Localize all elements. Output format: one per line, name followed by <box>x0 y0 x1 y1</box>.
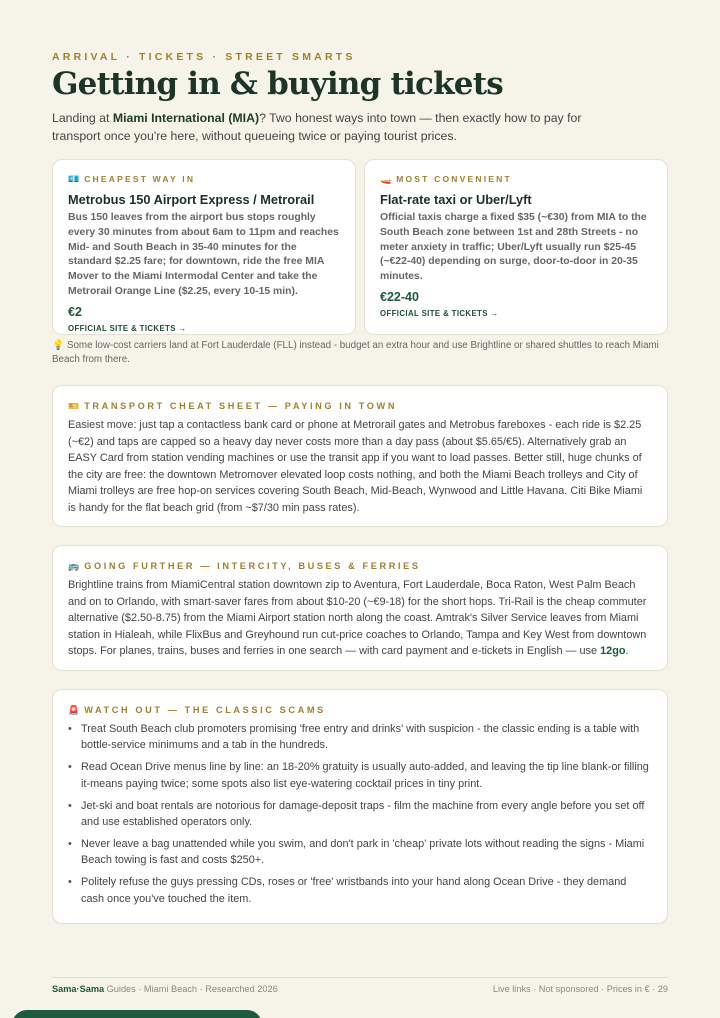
list-item: • Never leave a bag unattended while you swim, and don't park in 'cheap' private lots without reading the signs - Miami Beach towing is fast and costs $250+. <box>68 836 652 869</box>
footer-right: Live links · Not sponsored · Prices in € · 29 <box>492 984 668 994</box>
box-body: Brightline trains from MiamiCentral station downtown zip to Aventura, Fort Lauderdale, Boca Raton, West Palm Beach and on to Orlando, with smart-saver fares from about $10-20 (~€9-18) for the short hops. Tri-Rail is the cheap commuter alternative ($2.50-8.75) from the Miami Airport station north along the coast. Amtrak's Silver Service leaves from Miami station in Hialeah, while FlixBus and Greyhound run cut-price coaches to Orlando, Tampa and Key West from downtown stops. For planes, trains, buses and ferries in one search — with card payment and e-tickets in English — use 12go. <box>68 579 647 658</box>
section-kicker: ARRIVAL · TICKETS · STREET SMARTS <box>52 51 356 63</box>
card-heading: Flat-rate taxi or Uber/Lyft <box>380 192 532 207</box>
card-body: Bus 150 leaves from the airport bus stops roughly every 30 minutes from about 6am to 11pm and reaches Mid- and South Beach in 35-40 minutes for the standard $2.25 fare; for downtown, ride the free MIA Mover to the Miami Intermodal Center and take the Metrorail Orange Line ($2.25, every 10-15 min). <box>68 212 339 297</box>
scams-list <box>68 721 652 907</box>
box-body: Easiest move: just tap a contactless bank card or phone at Metrorail gates and Metrobus fareboxes - each ride is $2.25 (~€2) and taps are capped so a heavy day never costs more than a day pass (about $5.65/€5). Alternatively grab an EASY Card from station vending machines or use the transit app if you want to load passes. Better still, huge chunks of the city are free: the downtown Metromover elevated loop costs nothing, and both the Miami Beach trolleys and City of Miami trolleys are free hop-on services covering South Beach, Mid-Beach, Wynwood and Little Havana. Citi Bike Miami is handy for the flat beach grid (from ~$7/30 min pass rates). <box>68 419 643 514</box>
siren-icon: 🚨 <box>68 704 80 715</box>
card-tag: 💶 CHEAPEST WAY IN <box>68 173 196 184</box>
list-item: • Read Ocean Drive menus line by line: an 18-20% gratuity is usually auto-added, and leaving the tip line blank-or filling it-means paying twice; some spots also list eye-watering cocktail prices in tiny print. <box>68 759 652 792</box>
scams-box <box>52 689 668 924</box>
card-price: €22-40 <box>380 289 419 304</box>
box-tag: 🚌 GOING FURTHER — INTERCITY, BUSES & FERRIES <box>68 560 421 571</box>
list-item: • Politely refuse the guys pressing CDs, roses or 'free' wristbands into your hand along Ocean Drive - they demand cash once you've touched the item. <box>68 874 652 907</box>
bus-icon: 🚌 <box>68 560 80 571</box>
box-tag: 🚨 WATCH OUT — THE CLASSIC SCAMS <box>68 704 326 715</box>
official-site-link[interactable]: OFFICIAL SITE & TICKETS → <box>380 308 499 318</box>
tip-note: 💡 Some low-cost carriers land at Fort Lauderdale (FLL) instead - budget an extra hour and use Brightline or shared shuttles to reach Miami Beach from there. <box>52 340 659 365</box>
official-site-link[interactable]: OFFICIAL SITE & TICKETS → <box>68 323 187 333</box>
ticket-icon: 🎫 <box>68 400 80 411</box>
euro-banknote-icon: 💶 <box>68 173 80 184</box>
going-further-box <box>52 545 668 671</box>
card-tag: 🚤 MOST CONVENIENT <box>380 173 512 184</box>
cheapest-option-card <box>52 159 356 335</box>
card-price: €2 <box>68 304 82 319</box>
convenient-option-card <box>364 159 668 335</box>
airport-name: Miami International (MIA) <box>112 111 260 125</box>
page-title: Getting in & buying tickets <box>52 66 503 102</box>
box-tag: 🎫 TRANSPORT CHEAT SHEET — PAYING IN TOWN <box>68 400 398 411</box>
list-item: • Jet-ski and boat rentals are notorious for damage-deposit traps - film the machine from every angle before you set off and use established operators only. <box>68 798 652 831</box>
boat-icon: 🚤 <box>380 173 392 184</box>
brand-name: Sama·Sama <box>52 984 105 994</box>
list-item: • Treat South Beach club promoters promising 'free entry and drinks' with suspicion - the classic ending is a table with bottle-service minimums and a tab in the hundreds. <box>68 721 652 754</box>
floating-action-bar[interactable] <box>12 1010 262 1018</box>
card-heading: Metrobus 150 Airport Express / Metrorail <box>68 192 315 207</box>
page-footer <box>52 977 668 994</box>
intro-paragraph: Landing at Miami International (MIA)? Two honest ways into town — then exactly how to pay for transport once you're here, without queueing twice or paying tourist prices. <box>52 111 582 143</box>
card-body: Official taxis charge a fixed $35 (~€30) from MIA to the South Beach zone between 1st and 28th Streets - no meter anxiety in traffic; Uber/Lyft usually run $25-45 (~€22-40) depending on surge, door-to-door in 20-35 minutes. <box>380 212 647 283</box>
footer-left: Sama·Sama Guides · Miami Beach · Researched 2026 <box>52 984 278 994</box>
booking-link[interactable]: 12go <box>600 645 626 658</box>
lightbulb-icon: 💡 <box>52 340 65 351</box>
transport-cheat-sheet <box>52 385 668 527</box>
